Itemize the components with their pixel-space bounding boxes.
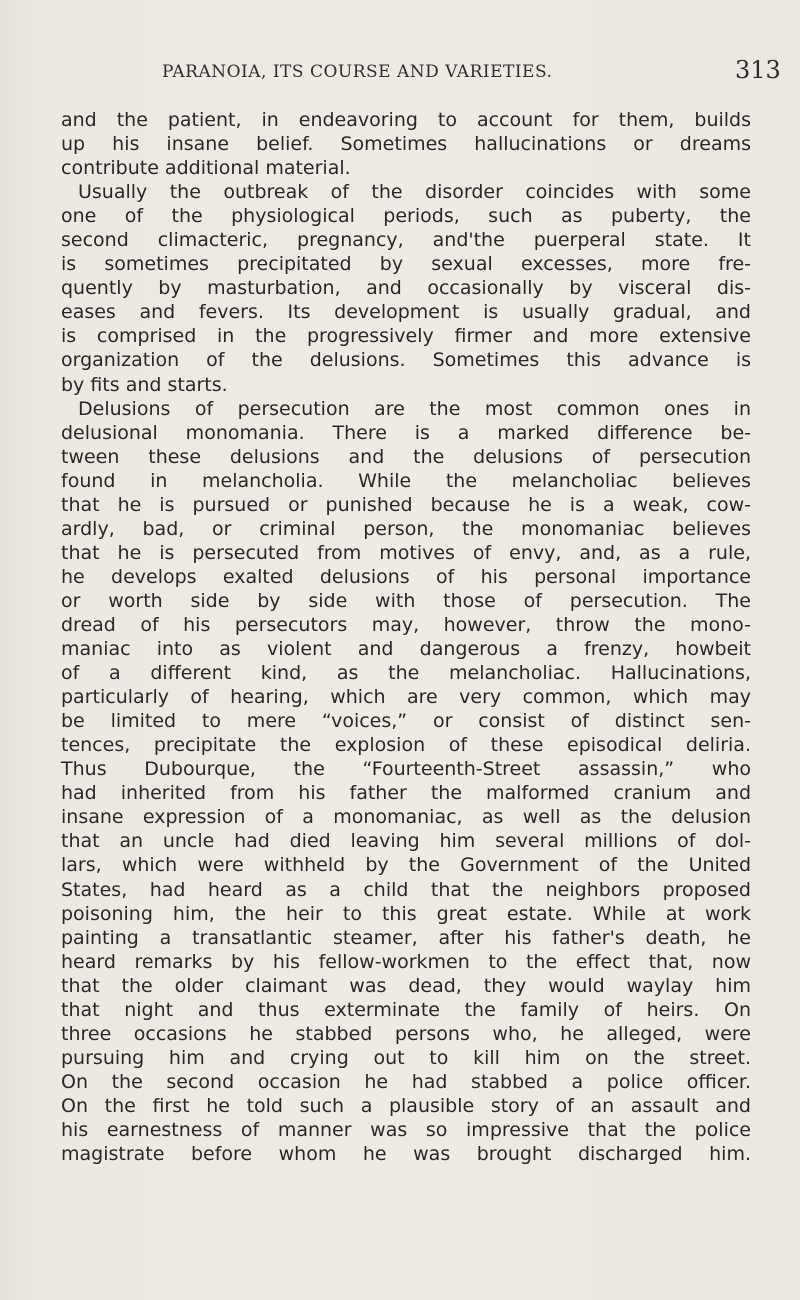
text-line: found in melancholia. While the melancholiac believes <box>61 469 751 492</box>
text-line: three occasions he stabbed persons who, he alleged, were <box>61 1022 751 1045</box>
body-text <box>61 108 751 1166</box>
text-line: or worth side by side with those of persecution. The <box>61 589 751 612</box>
text-line: is sometimes precipitated by sexual excesses, more fre- <box>61 253 751 276</box>
text-line: pursuing him and crying out to kill him on the street. <box>61 1046 751 1069</box>
text-line: lars, which were withheld by the Government of the United <box>61 854 751 877</box>
text-line: States, had heard as a child that the neighbors proposed <box>61 878 751 901</box>
text-line: second climacteric, pregnancy, and'the puerperal state. It <box>61 229 751 252</box>
text-line: dread of his persecutors may, however, throw the mono- <box>61 613 751 636</box>
text-line: painting a transatlantic steamer, after his father's death, he <box>61 926 751 949</box>
text-line: tences, precipitate the explosion of these episodical deliria. <box>61 734 751 757</box>
text-line: is comprised in the progressively firmer and more extensive <box>61 325 751 348</box>
text-line: particularly of hearing, which are very common, which may <box>61 686 751 709</box>
text-line: by fits and starts. <box>61 373 228 396</box>
text-line: insane expression of a monomaniac, as well as the delusion <box>61 806 751 829</box>
text-line: On the first he told such a plausible story of an assault and <box>61 1094 751 1117</box>
text-line: had inherited from his father the malformed cranium and <box>61 782 751 805</box>
text-line: eases and fevers. Its development is usually gradual, and <box>61 301 751 324</box>
text-line: contribute additional material. <box>61 157 351 180</box>
text-line: up his insane belief. Sometimes hallucinations or dreams <box>61 133 751 156</box>
text-line: that night and thus exterminate the family of heirs. On <box>61 998 751 1021</box>
text-line: Usually the outbreak of the disorder coincides with some <box>78 181 751 204</box>
text-line: Delusions of persecution are the most common ones in <box>78 397 751 420</box>
text-line: tween these delusions and the delusions of persecution <box>61 445 751 468</box>
text-line: organization of the delusions. Sometimes this advance is <box>61 349 751 372</box>
text-line: delusional monomania. There is a marked difference be- <box>61 421 751 444</box>
text-line: that the older claimant was dead, they would waylay him <box>61 974 751 997</box>
page-number: 313 <box>735 56 781 84</box>
text-line: one of the physiological periods, such as puberty, the <box>61 205 751 228</box>
running-head: PARANOIA, ITS COURSE AND VARIETIES. <box>162 62 553 82</box>
text-line: heard remarks by his fellow-workmen to the effect that, now <box>61 950 751 973</box>
text-line: Thus Dubourque, the “Fourteenth-Street assassin,” who <box>61 758 751 781</box>
text-line: ardly, bad, or criminal person, the monomaniac believes <box>61 517 751 540</box>
text-line: that he is persecuted from motives of envy, and, as a rule, <box>61 541 751 564</box>
text-line: magistrate before whom he was brought discharged him. <box>61 1143 751 1166</box>
text-line: his earnestness of manner was so impressive that the police <box>61 1118 751 1141</box>
text-line: that an uncle had died leaving him several millions of dol- <box>61 830 751 853</box>
text-line: maniac into as violent and dangerous a frenzy, howbeit <box>61 638 751 661</box>
text-line: he develops exalted delusions of his personal importance <box>61 565 751 588</box>
text-line: and the patient, in endeavoring to account for them, builds <box>61 109 751 131</box>
text-line: of a different kind, as the melancholiac. Hallucinations, <box>61 662 751 685</box>
text-line: quently by masturbation, and occasionally by visceral dis- <box>61 277 751 300</box>
text-line: poisoning him, the heir to this great estate. While at work <box>61 902 751 925</box>
text-line: that he is pursued or punished because he is a weak, cow- <box>61 493 751 516</box>
text-line: be limited to mere “voices,” or consist of distinct sen- <box>61 710 751 733</box>
text-line: On the second occasion he had stabbed a police officer. <box>61 1070 751 1093</box>
